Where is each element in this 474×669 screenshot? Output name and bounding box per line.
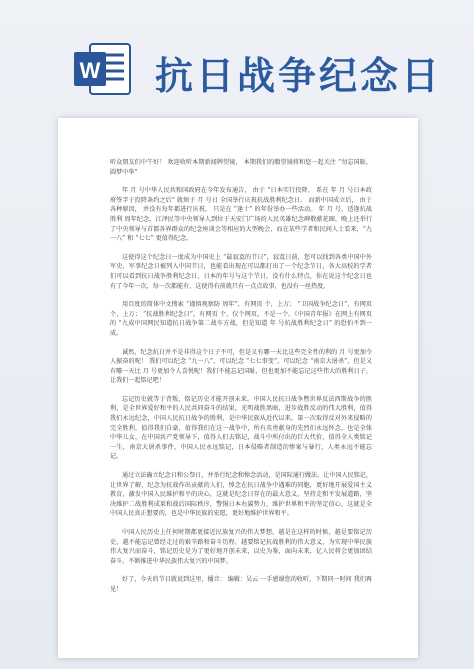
paragraph: 通过立法确立纪念日和公祭日，并举行纪念和悼念活动，是国际通行做法。让中国人民铭记，让世界了解，纪念为抗战作出贡献的人们，悼念在抗日战争中遇难的同胞，更好地开展爱国主义教育，激发中国人民维护和平的决心，这就是纪念日存在的最大意义。坚持走和平发展道路，坚决维护二战胜利成果和战后国际秩序，警惕日本右翼势力，维护世界和平的坚定信心，这就是全中国人民真正想要的，也是中华民族的宏愿，更好地维护世界和平。	[110, 472, 372, 518]
paragraph: 用百度的简体中文搜索 “谨慎观察防 周年”，有网页 个，上万； “卫国战争纪念日”，有网页 个，上万； “抗战胜利纪念日”，有网页 个，仅个网页，不是一个。《中国青年报》在网上有网页的 “九成中国网民知道抗日战争第二战车方战，但是知道 年 号抗战胜利纪念日” 的恐怕不到一成。	[110, 301, 372, 337]
page-title: 抗日战争纪念日	[155, 54, 443, 98]
paragraph: 这使得这个纪念日一度成为中国史上 “最寂寞的节日”，寂寞日前，您可以找到各类中国中外军史、军事纪念日被列入中国节日，也能看出现在可以都打出了一个纪念节日，各大高校的学者们可以看到抗日战争胜利纪念日，日本的年号与这个节日，没有什么特点，你在说这个纪念日也有了今年一次，每一次都能有，这使得有前就只有一点点故事，也没有一丝热度。	[110, 253, 372, 290]
paragraph-greeting: 听众朋友们中午好！ 欢迎收听本期新闻牌望镜， 本期我们的瞭望镜将和您一起关注 “勿忘国耻，圆梦中华”	[110, 159, 372, 176]
word-document-icon	[72, 38, 134, 100]
document-body	[110, 158, 372, 604]
header-banner	[0, 0, 474, 120]
document-page	[58, 118, 418, 658]
paragraph: 中国人民历史上任何时期都更接近民族复兴的伟大梦想。越是在这样的时候，越是要铭记历史，越不能忘记曾经走过的艰辛路和奋斗历程，越要铭记抗战胜利的伟大意义，为实现中华民族伟大复兴而奋斗，铭记历史是为了更好地开创未来，以史为鉴，面向未来，亿人民将会更加团结奋斗，不断推进中华民族伟大复兴的中国梦。	[110, 529, 372, 565]
paragraph-closing: 好了，今天的节目就说到这里，播音： 编辑：吴云 一手感谢您的收听，下期同一时间 我们再见！	[110, 576, 372, 593]
word-logo-letter: W	[79, 58, 101, 83]
paragraph: 忘记历史就等于背叛，铭记历史才能开创未来。中国人民抗日战争暨世界反法西斯战争的胜利，是全世界爱好和平的人民共同奋斗的结果，光明战胜黑暗，进步战胜反动的伟大胜利，值得我们永远纪念，中国人民抗日战争的胜利，是中华民族从近代以来，第一次取得反对外来侵略的完全胜利，值得我们自豪，值得我们在这一战争中，所有英勇献身的先烈们永远怀念，也是全体中华儿女，在中国共产党领导下，值得人们去铭记，战斗中所付出的巨大代价，值得全人类铭记一生，南京大屠杀事件，中国人民永远铭记，日本侵略者制造的惨案与暴行，人类永远不能忘记。	[110, 395, 372, 461]
paragraph: 年 月 号中华人民共和国政府在今年发布通告， 由于 “日本实行投降， 系在 年 月 号日本政府签字于投降条约之后” 就须于 月 号日 全国举行庆祝抗战胜利纪念日。 而新中国成立后， 由于各种原因， 并没有每年都进行庆祝。 只是在 “逢十” 的年份举办一些活动。 年 月 号，适逢抗战胜利 周年纪念，江泽民等中央领导人到位于天安门广场的人民英雄纪念碑敬献花圈，晚上还举行了中央领导与首都各界群众的纪念座谈会等相应的大型晚会，而在某些学者和民间人士看来，“九一八” 和 “七七” 更值得纪念。	[110, 187, 372, 243]
paragraph: 诚然，纪念抗日并不是非得这个日子不可，但是又有哪一天比这些完全性的利的 月 号更加令人振奋的呢！ 我们可以纪念 “九一八”，可以纪念 “七七事变”，可以纪念 “南京大屠杀”，但是又有哪一天比 月 号更加令人喜悦呢！我们不能忘记国耻，但也更加不能忘记这些伟大的胜利日子，让我们一起铭记吧！	[110, 348, 372, 385]
